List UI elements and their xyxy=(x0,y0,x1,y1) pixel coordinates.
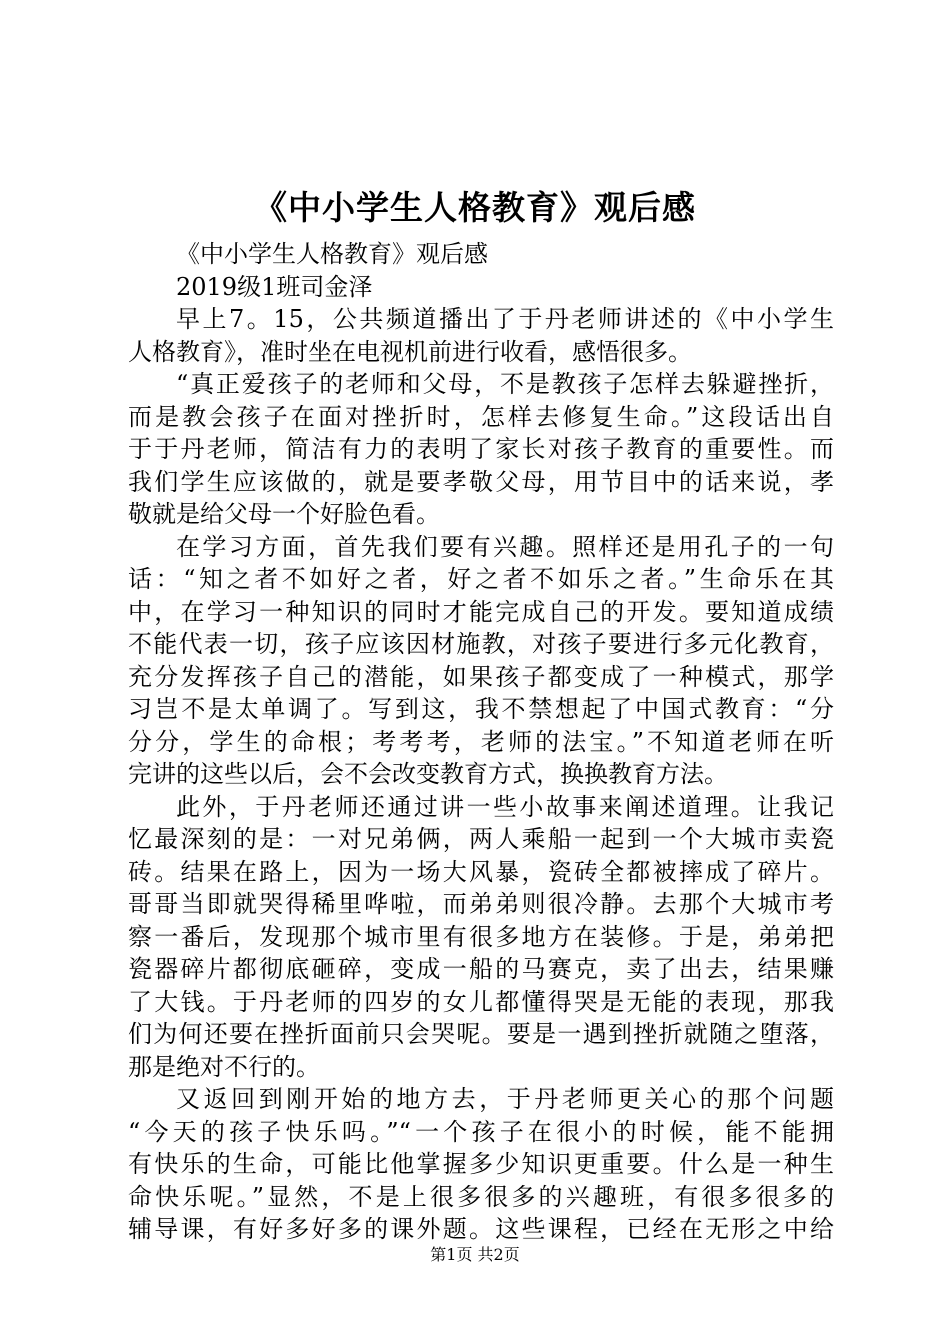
text-line: “真正爱孩子的老师和父母，不是教孩子怎样去躲避挫折， xyxy=(176,370,834,398)
text-line: 人格教育》，准时坐在电视机前进行收看，感悟很多。 xyxy=(128,337,692,366)
text-line: 《中小学生人格教育》观后感 xyxy=(176,240,488,268)
text-line: “今天的孩子快乐吗。”“一个孩子在很小的时候，能不能拥 xyxy=(128,1117,834,1146)
text-line: 于于丹老师，简洁有力的表明了家长对孩子教育的重要性。而 xyxy=(128,435,834,463)
text-line: 了大钱。于丹老师的四岁的女儿都懂得哭是无能的表现，那我 xyxy=(128,987,834,1016)
text-line: 忆最深刻的是：一对兄弟俩，两人乘船一起到一个大城市卖瓷 xyxy=(128,825,834,853)
text-line: 不能代表一切，孩子应该因材施教，对孩子要进行多元化教育， xyxy=(128,630,834,658)
text-line: 瓷器碎片都彻底砸碎，变成一船的马赛克，卖了出去，结果赚 xyxy=(128,955,834,983)
text-line: 习岂不是太单调了。写到这，我不禁想起了中国式教育：“分 xyxy=(128,695,834,723)
text-line: 而是教会孩子在面对挫折时，怎样去修复生命。”这段话出自 xyxy=(128,402,834,431)
text-line: 砖。结果在路上，因为一场大风暴，瓷砖全都被摔成了碎片。 xyxy=(128,857,834,886)
text-line: 察一番后，发现那个城市里有很多地方在装修。于是，弟弟把 xyxy=(128,922,834,951)
text-line: 早上7。15，公共频道播出了于丹老师讲述的《中小学生 xyxy=(176,305,834,333)
text-line: 命快乐呢。”显然，不是上很多很多的兴趣班，有很多很多的 xyxy=(128,1182,834,1211)
text-line: 们为何还要在挫折面前只会哭呢。要是一遇到挫折就随之堕落， xyxy=(128,1020,834,1048)
text-line: 辅导课，有好多好多的课外题。这些课程，已经在无形之中给 xyxy=(128,1215,834,1243)
document-title: 《中小学生人格教育》观后感 xyxy=(254,188,696,227)
text-line: 又返回到刚开始的地方去，于丹老师更关心的那个问题 xyxy=(176,1085,834,1113)
text-line: 完讲的这些以后，会不会改变教育方式，换换教育方法。 xyxy=(128,760,728,788)
text-line: 我们学生应该做的，就是要孝敬父母，用节目中的话来说，孝 xyxy=(128,467,834,496)
text-line: 那是绝对不行的。 xyxy=(128,1052,320,1081)
document-body xyxy=(128,238,834,1246)
text-line: 话：“知之者不如好之者，好之者不如乐之者。”生命乐在其 xyxy=(128,565,834,593)
text-line: 敬就是给父母一个好脸色看。 xyxy=(128,500,440,528)
text-line: 充分发挥孩子自己的潜能，如果孩子都变成了一种模式，那学 xyxy=(128,662,834,691)
text-line: 有快乐的生命，可能比他掌握多少知识更重要。什么是一种生 xyxy=(128,1150,834,1178)
text-line: 哥哥当即就哭得稀里哗啦，而弟弟则很冷静。去那个大城市考 xyxy=(128,890,834,918)
text-line: 在学习方面，首先我们要有兴趣。照样还是用孔子的一句 xyxy=(176,532,834,561)
text-line: 此外，于丹老师还通过讲一些小故事来阐述道理。让我记 xyxy=(176,792,834,821)
text-line: 中，在学习一种知识的同时才能完成自己的开发。要知道成绩 xyxy=(128,597,834,626)
page-footer: 第1页 共2页 xyxy=(430,1245,520,1264)
text-line: 分分，学生的命根；考考考，老师的法宝。”不知道老师在听 xyxy=(128,727,834,756)
text-line: 2019级1班司金泽 xyxy=(176,272,373,301)
